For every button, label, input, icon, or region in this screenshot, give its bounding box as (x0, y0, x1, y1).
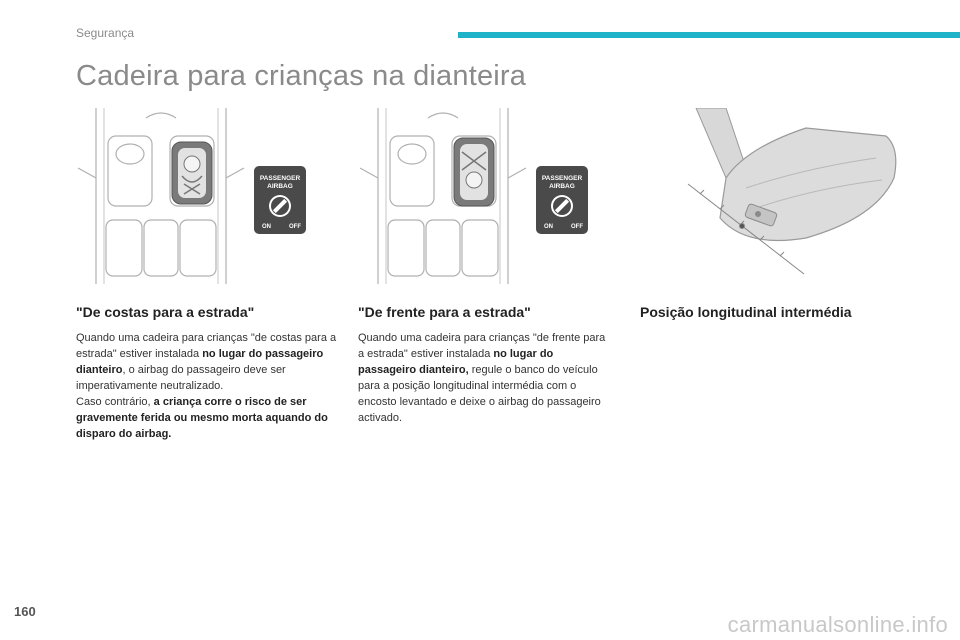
page-title: Cadeira para crianças na dianteira (76, 60, 527, 92)
airbag-label-text-1: PASSENGER (259, 175, 301, 182)
paragraph-run: no lugar do passageiro dianteiro, (358, 348, 554, 376)
car-top-view-icon (78, 108, 244, 284)
forward-facing-text (358, 330, 610, 426)
accent-bar (458, 32, 960, 38)
paragraph-run: a criança corre o risco de ser gravemente ferida ou mesmo morta aquando do disparo do airbag. (76, 396, 328, 440)
paragraph-run: Quando uma cadeira para crianças "de costas para a estrada" estiver instalada (76, 332, 337, 360)
paragraph-run: regule o banco do veículo para a posição longitudinal intermédia com o encosto levantado e deixe o airbag do passageiro activado. (358, 364, 601, 424)
airbag-label-text-1: PASSENGER (541, 175, 583, 182)
forward-facing-seat-illustration (358, 108, 608, 284)
airbag-on-text: ON (262, 224, 271, 230)
intermediate-position-heading: Posição longitudinal intermédia (640, 304, 852, 320)
watermark: carmanualsonline.info (727, 612, 948, 637)
airbag-off-text: OFF (289, 224, 301, 230)
paragraph-run: Quando uma cadeira para crianças "de frente para a estrada" estiver instalada (358, 332, 606, 360)
airbag-label-text-2: AIRBAG (549, 183, 575, 190)
forward-facing-heading: "De frente para a estrada" (358, 304, 531, 320)
rear-facing-seat-illustration (76, 108, 326, 284)
page-number: 160 (14, 604, 36, 619)
airbag-off-label-icon (254, 166, 306, 234)
section-label: Segurança (76, 26, 135, 40)
airbag-label-icon (536, 166, 588, 234)
paragraph-run: no lugar do passageiro dianteiro (76, 348, 324, 376)
paragraph-run: , o airbag do passageiro deve ser imperativamente neutralizado. (76, 364, 286, 392)
paragraph-run: Caso contrário, (76, 396, 154, 408)
car-top-view-icon (360, 108, 526, 284)
airbag-off-text: OFF (571, 224, 583, 230)
child-seat-rear-facing-icon (172, 142, 212, 204)
seat-position-illustration (686, 108, 906, 284)
rear-facing-text (76, 330, 338, 442)
airbag-on-text: ON (544, 224, 553, 230)
child-seat-forward-facing-icon (454, 138, 494, 206)
car-seat-icon (696, 108, 896, 241)
rear-facing-heading: "De costas para a estrada" (76, 304, 255, 320)
airbag-label-text-2: AIRBAG (267, 183, 293, 190)
